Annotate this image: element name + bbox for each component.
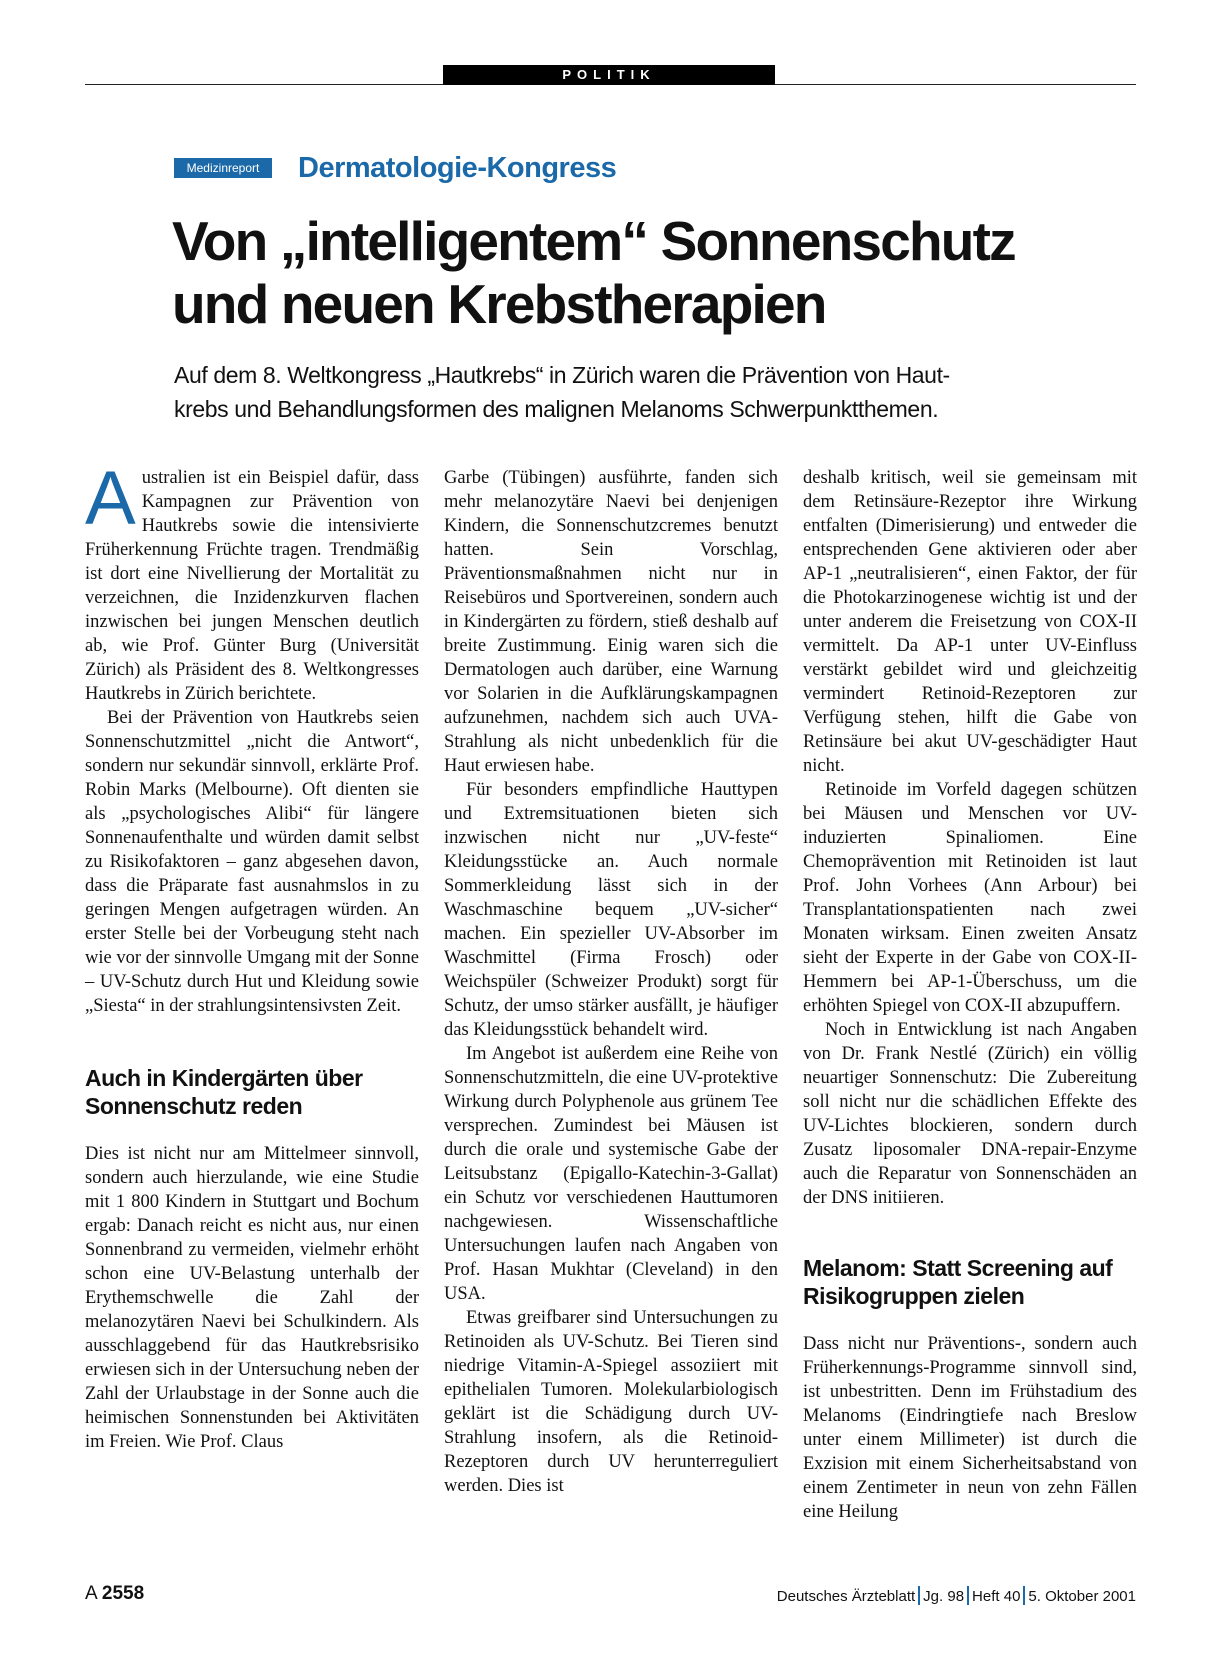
subheading: Melanom: Statt Screening auf Risikogruppen zielen: [803, 1255, 1113, 1309]
subheading: Auch in Kindergärten über Sonnenschutz reden: [85, 1065, 363, 1119]
paragraph-text: ustralien ist ein Beispiel dafür, dass Kampagnen zur Prävention von Hautkrebs sowie die intensivierte Früherkennung Früchte tragen. Trendmäßig ist dort eine Nivellierung der Mortalität zu verzeichnen, die Inzidenzkurven flachen inzwischen bei jungen Menschen deutlich ab, wie Prof. Günter Burg (Universität Zürich) als Präsident des 8. Weltkongresses Hautkrebs in Zürich berichtete.: [85, 468, 419, 704]
lead-line: krebs und Behandlungsformen des malignen Melanoms Schwerpunktthemen.: [174, 396, 939, 422]
separator: [1023, 1586, 1025, 1605]
issue-date: 5. Oktober 2001: [1028, 1588, 1136, 1605]
body-paragraph: Garbe (Tübingen) ausführte, fanden sich mehr melanozytäre Naevi bei denjenigen Kindern, die Sonnenschutzcremes benutzt hatten. Sein Vorschlag, Präventionsmaßnahmen nicht nur in Reisebüros und Sportvereinen, sondern auch in Kindergärten zu fördern, stieß deshalb auf breite Zustimmung. Einig waren sich die Dermatologen auch darüber, eine Warnung vor Solarien in die Aufklärungskampagnen aufzunehmen, nachdem sich auch UVA-Strahlung als nicht unbedenklich für die Haut erwiesen habe.: [444, 468, 778, 776]
headline-line: und neuen Krebstherapien: [172, 273, 826, 335]
issue: Heft 40: [972, 1588, 1021, 1605]
column-3: [803, 466, 1137, 1524]
body-paragraph: Dies ist nicht nur am Mittelmeer sinnvoll, sondern auch hierzulande, wie eine Studie mit 1 800 Kindern in Stuttgart und Bochum ergab: Danach reicht es nicht aus, nur einen Sonnenbrand zu vermeiden, vielmehr erhöht schon eine UV-Belastung unterhalb der Erythemschwelle die Zahl der melanozytären Naevi bei Schulkindern. Als ausschlaggebend für das Hautkrebsrisiko erwiesen sich in der Untersuchung neben der Zahl der Urlaubstage in der Sonne auch die heimischen Sonnenstunden bei Aktivitäten im Freien. Wie Prof. Claus: [85, 1144, 419, 1452]
volume: Jg. 98: [923, 1588, 965, 1605]
report-badge: Medizinreport: [174, 158, 272, 178]
headline-line: Von „intelligentem“ Sonnenschutz: [172, 210, 1015, 272]
body-paragraph: Noch in Entwicklung ist nach Angaben von Dr. Frank Nestlé (Zürich) ein völlig neuartiger Sonnenschutz: Die Zubereitung soll nicht nur die schädlichen Effekte des UV-Lichtes blockieren, sondern durch Zusatz liposomaler DNA-repair-Enzyme auch die Reparatur von Sonnenschäden an der DNS initiieren.: [803, 1020, 1137, 1208]
journal-name: Deutsches Ärzteblatt: [776, 1588, 916, 1605]
body-paragraph: deshalb kritisch, weil sie gemeinsam mit dem Retinsäure-Rezeptor ihre Wirkung entfalten (Dimerisierung) und entweder die entsprechenden Gene aktivieren oder aber AP-1 „neutralisieren“, einen Faktor, der für die Photokarzinogenese wichtig ist und der unter anderem die Freisetzung von COX-II vermittelt. Da AP-1 unter UV-Einfluss verstärkt gebildet wird und gleichzeitig vermindert Retinoid-Rezeptoren zur Verfügung stehen, hilft die Gabe von Retinsäure bei akut UV-geschädigter Haut nicht.: [803, 468, 1137, 776]
drop-cap: A: [85, 456, 136, 541]
body-paragraph: Etwas greifbarer sind Untersuchungen zu Retinoiden als UV-Schutz. Bei Tieren sind niedrige Vitamin-A-Spiegel assoziiert mit epithelialen Tumoren. Molekularbiologisch geklärt ist die Schädigung durch UV-Strahlung insofern, als die Retinoid-Rezeptoren durch UV herunterreguliert werden. Dies ist: [444, 1308, 778, 1496]
separator: [918, 1586, 920, 1605]
body-paragraph: Retinoide im Vorfeld dagegen schützen bei Mäusen und Menschen vor UV-induzierten Spinaliomen. Eine Chemoprävention mit Retinoiden ist laut Prof. John Vorhees (Ann Arbour) bei Transplantationspatienten nach zwei Monaten wirksam. Einen zweiten Ansatz sieht der Experte in der Gabe von COX-II-Hemmern bei AP-1-Überschuss, um die erhöhten Spiegel von COX-II abzupuffern.: [803, 780, 1137, 1016]
page-number-value: 2558: [101, 1583, 145, 1604]
lead-line: Auf dem 8. Weltkongress „Hautkrebs“ in Zürich waren die Prävention von Haut-: [174, 362, 950, 388]
body-paragraph: Bei der Prävention von Hautkrebs seien Sonnenschutzmittel „nicht die Antwort“, sondern nur sekundär sinnvoll, erklärte Prof. Robin Marks (Melbourne). Oft dienten sie als „psychologisches Alibi“ für längere Sonnenaufenthalte und würden damit selbst zu Risikofaktoren – ganz abgesehen davon, dass die Präparate fast ausnahmslos in zu geringen Mengen aufgetragen würden. An erster Stelle bei der Vorbeugung steht nach wie vor der sinnvolle Umgang mit der Sonne – UV-Schutz durch Hut und Kleidung sowie „Siesta“ in der strahlungsintensivsten Zeit.: [85, 708, 419, 1016]
page-number: [85, 1583, 144, 1605]
headline: [172, 210, 1152, 336]
lead-paragraph: [174, 358, 1114, 426]
body-paragraph: Im Angebot ist außerdem eine Reihe von Sonnenschutzmitteln, die eine UV-protektive Wirkung durch Polyphenole aus grünem Tee versprechen. Zumindest bei Mäusen ist durch die orale und systemische Gabe der Leitsubstanz (Epigallo-Katechin-3-Gallat) ein Schutz vor verschiedenen Hauttumoren nachgewiesen. Wissenschaftliche Untersuchungen laufen nach Angaben von Prof. Hasan Mukhtar (Cleveland) in den USA.: [444, 1044, 778, 1304]
column-2: [444, 466, 778, 1498]
kicker-title: Dermatologie-Kongress: [298, 152, 617, 184]
page-prefix: A: [85, 1583, 102, 1604]
body-paragraph: Dass nicht nur Präventions-, sondern auch Früherkennungs-Programme sinnvoll sind, ist unbestritten. Denn im Frühstadium des Melanoms (Eindringtiefe nach Breslow unter einem Millimeter) ist durch die Exzision mit einem Sicherheitsabstand von einem Zentimeter in neun von zehn Fällen eine Heilung: [803, 1334, 1137, 1522]
column-1: [85, 456, 419, 1454]
body-paragraph: Für besonders empfindliche Hauttypen und Extremsituationen bieten sich inzwischen nicht nur „UV-feste“ Kleidungsstücke an. Auch normale Sommerkleidung lässt sich in der Waschmaschine bequem „UV-sicher“ machen. Ein spezieller UV-Absorber im Waschmittel (Firma Frosch) oder Weichspüler (Schweizer Produkt) sorgt für Schutz, der umso stärker ausfällt, je häufiger das Kleidungsstück behandelt wird.: [444, 780, 778, 1040]
separator: [967, 1586, 969, 1605]
publication-info: [777, 1586, 1136, 1605]
section-label: POLITIK: [443, 65, 775, 85]
body-paragraph: [85, 456, 419, 706]
